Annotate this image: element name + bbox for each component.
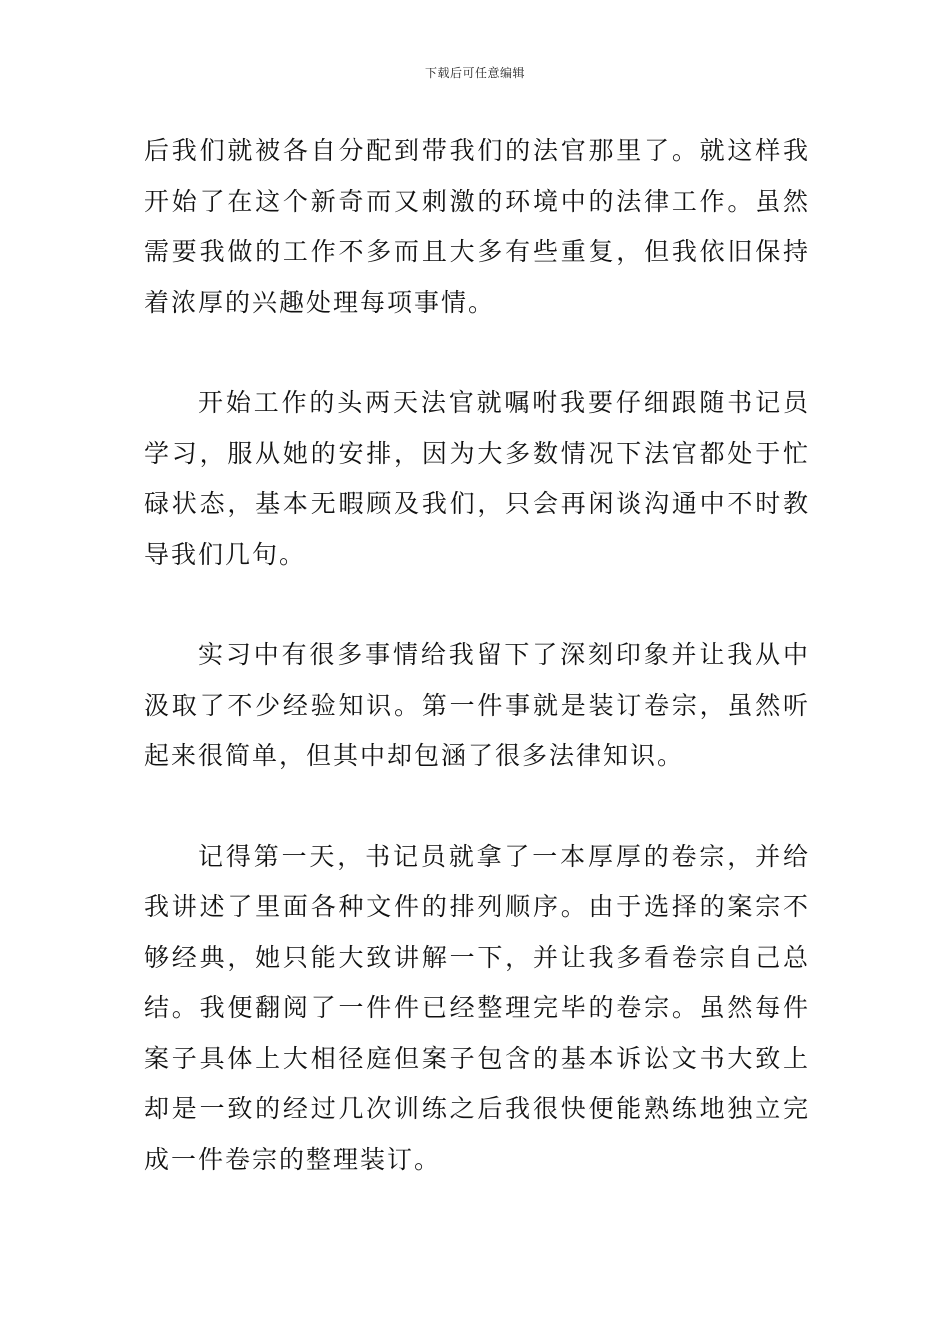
paragraph-gap [144, 782, 810, 832]
paragraph-3: 实习中有很多事情给我留下了深刻印象并让我从中汲取了不少经验知识。第一件事就是装订卷宗，虽然听起来很简单，但其中却包涵了很多法律知识。 [144, 640, 810, 770]
paragraph-gap [144, 328, 810, 378]
page-header: 下载后可任意编辑 [424, 66, 525, 80]
document-body [144, 126, 810, 1185]
paragraph-1: 后我们就被各自分配到带我们的法官那里了。就这样我开始了在这个新奇而又刺激的环境中的法律工作。虽然需要我做的工作不多而且大多有些重复，但我依旧保持着浓厚的兴趣处理每项事情。 [144, 136, 810, 317]
paragraph-4: 记得第一天，书记员就拿了一本厚厚的卷宗，并给我讲述了里面各种文件的排列顺序。由于选择的案宗不够经典，她只能大致讲解一下，并让我多看卷宗自己总结。我便翻阅了一件件已经整理完毕的卷宗。虽然每件案子具体上大相径庭但案子包含的基本诉讼文书大致上却是一致的经过几次训练之后我很快便能熟练地独立完成一件卷宗的整理装订。 [144, 841, 810, 1174]
paragraph-2: 开始工作的头两天法官就嘱咐我要仔细跟随书记员学习，服从她的安排，因为大多数情况下法官都处于忙碌状态，基本无暇顾及我们，只会再闲谈沟通中不时教导我们几句。 [144, 388, 810, 569]
paragraph-gap [144, 580, 810, 630]
